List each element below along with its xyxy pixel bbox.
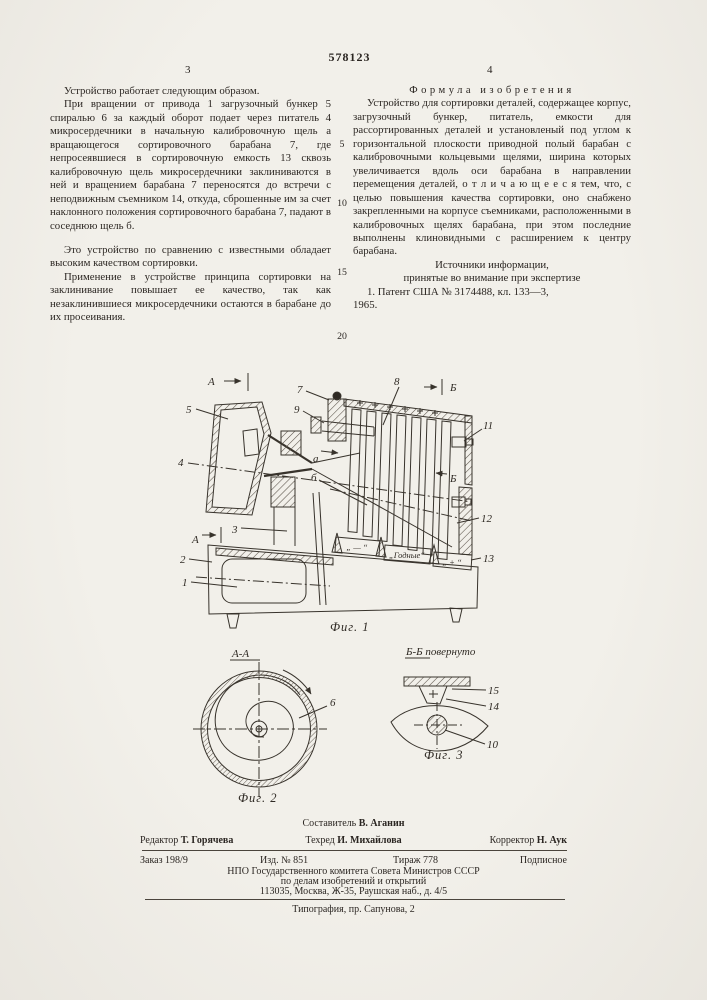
left-col-paragraph-2: При вращении от привода 1 загрузочный бункер 5 спиралью 6 за каждый оборот подает через питатель 4 микросердечники в начальную калибровочную щель а вращающегося сортировочного барабана 7, где непросеявшиеся в сортировочную емкость 13 сквозь калибровочную щель микросердечники заклиниваются в ней и вращением барабана 7 переносятся до встречи с неподвижным съемником 14, откуда, сброшенные им за счет наклонного положения сортировочного барабана 7, падают в соседнюю щель б. <box>50 98 331 232</box>
imprint-typography-line: Типография, пр. Сапунова, 2 <box>292 904 415 915</box>
imprint-compiler-line <box>140 818 567 829</box>
fig1-arrow-slit-a <box>321 451 338 453</box>
techred-name: И. Михайлова <box>337 835 402 846</box>
claims-heading: Формула изобретения <box>409 85 575 96</box>
fig3-section-b-b-drawing <box>391 646 500 762</box>
fig1-label-12: 12 <box>481 513 492 525</box>
fig1-label-slit-b: б <box>311 472 317 484</box>
fig3-label-14: 14 <box>488 701 499 713</box>
fig1-section-a-top-label: А <box>208 376 215 388</box>
patent-number: 578123 <box>328 50 371 64</box>
fig1-caption: Фиг. 1 <box>330 620 370 634</box>
fig1-bin-godnye-label: „Годные“ <box>388 550 426 560</box>
fig1-label-slit-a: а <box>313 453 319 465</box>
page-number-right: 4 <box>487 64 493 76</box>
right-text-column <box>353 84 631 313</box>
fig2-heading: А-А <box>232 648 250 660</box>
fig1-bin-minus-label: „ — “ <box>346 542 368 552</box>
corrector-name: Н. Аук <box>536 835 567 846</box>
fig1-section-mark-a-top <box>207 373 248 391</box>
imprint-order: Заказ 198/9 <box>140 855 188 866</box>
imprint-org-line1: НПО Государственного комитета Совета Министров СССР <box>227 866 480 877</box>
fig1-drive-motor <box>222 559 306 603</box>
fig1-leader-slit-b <box>319 480 367 505</box>
fig2-section-a-a-drawing <box>193 648 336 805</box>
left-text-column <box>50 85 331 325</box>
fig1-label-1: 1 <box>182 577 188 589</box>
source-item-line2: 1965. <box>353 299 378 312</box>
editor-name: Т. Горячева <box>180 835 234 846</box>
sources-subheading: принятые во внимание при экспертизе <box>403 272 581 285</box>
fig1-lower-axis-line <box>330 489 472 521</box>
margin-line-number-20: 20 <box>337 331 347 342</box>
fig3-mount-bar <box>404 677 470 686</box>
editor-role: Редактор <box>140 835 179 846</box>
fig1-hopper <box>206 402 271 515</box>
fig1-assembly-drawing <box>178 373 495 634</box>
fig1-axis-line <box>188 463 472 502</box>
imprint-org-line2: по делам изобретений и открытий <box>280 876 427 887</box>
left-col-paragraph-1: Устройство работает следующим образом. <box>64 85 260 97</box>
fig1-section-mark-b-mid <box>436 473 457 485</box>
fig3-label-15: 15 <box>488 685 499 697</box>
corrector-role: Корректор <box>489 835 535 846</box>
fig1-section-b-top-label: Б <box>450 382 457 394</box>
source-item-line1: 1. Патент США № 3174488, кл. 133—3, <box>367 285 549 298</box>
fig1-leader-13 <box>471 558 481 560</box>
fig2-label-6: 6 <box>330 697 336 709</box>
margin-line-number-5: 5 <box>339 139 345 150</box>
fig1-leader-3 <box>241 528 287 531</box>
fig3-leader-10 <box>445 730 485 744</box>
fig1-housing-right-wall <box>465 416 472 485</box>
fig3-label-10: 10 <box>487 739 498 751</box>
fig1-housing-top-wall <box>344 399 472 423</box>
fig1-support-block-lower <box>271 477 295 507</box>
fig1-leader-1 <box>191 582 237 587</box>
left-col-paragraph-4: Применение в устройстве принципа сортировки на заклинивание повышает ее качество, так как незаклинившиеся микросердечники остаются в барабане до их просеивания. <box>50 270 331 324</box>
imprint-subscription: Подписное <box>519 855 567 866</box>
page-number-left: 3 <box>185 64 191 76</box>
fig1-support-column <box>274 507 295 546</box>
fig1-label-9: 9 <box>294 404 300 416</box>
fig1-shaft-block <box>328 399 346 441</box>
imprint-izd: Изд. № 851 <box>260 855 309 866</box>
fig3-leader-14 <box>446 699 486 706</box>
fig1-drum-cone <box>312 469 452 547</box>
fig3-leader-15 <box>452 689 486 690</box>
fig3-wedge-center-mark <box>429 690 438 698</box>
fig1-label-4: 4 <box>178 457 184 469</box>
techred-role: Техред <box>305 835 335 846</box>
fig1-chute-lip <box>312 453 360 463</box>
compiler-name: В. Аганин <box>358 818 405 829</box>
fig1-label-8: 8 <box>394 376 400 388</box>
fig1-support-block-upper <box>281 431 301 455</box>
fig1-hopper-blade <box>243 429 259 456</box>
patent-drawings <box>0 365 707 820</box>
fig1-drum-ring-plates <box>348 409 451 560</box>
fig1-bin-plus-label: „ + “ <box>442 557 462 567</box>
fig1-leader-5 <box>196 409 228 419</box>
fig3-heading: Б-Б повернуто <box>406 646 476 658</box>
fig2-caption: Фиг. 2 <box>238 791 278 805</box>
imprint-org-line3: 113035, Москва, Ж-35, Раушская наб., д. 4/5 <box>259 886 448 897</box>
fig1-frame-rod <box>313 492 326 605</box>
sources-heading: Источники информации, <box>435 258 549 271</box>
fig1-label-13: 13 <box>483 553 494 565</box>
fig1-label-5: 5 <box>186 404 192 416</box>
imprint-tirazh: Тираж 778 <box>393 855 439 866</box>
fig1-leader-7 <box>306 391 329 400</box>
left-col-paragraph-3: Это устройство по сравнению с известными обладает высоким качеством сортировки. <box>50 243 331 270</box>
fig1-section-mark-b-top <box>424 379 457 395</box>
fig1-section-a-bottom-label: А <box>192 534 199 546</box>
fig1-label-2: 2 <box>180 554 186 566</box>
fig3-caption: Фиг. 3 <box>424 748 464 762</box>
margin-line-number-15: 15 <box>337 267 347 278</box>
fig1-label-3: 3 <box>232 524 238 536</box>
fig1-bearing <box>311 417 321 433</box>
imprint-rule-top <box>142 850 567 851</box>
fig1-label-11: 11 <box>483 420 494 432</box>
fig1-label-7: 7 <box>297 384 303 396</box>
claims-paragraph: Устройство для сортировки деталей, содержащее корпус, загрузочный бункер, питатель, емкости для рассортированных деталей и установленый под углом к горизонтальной плоскости приводной полый барабан с калибровочными кольцевыми щелями, ширина которых увеличивается вдоль оси барабана в направлении перемещения деталей, о т л и ч а ю щ е е с я тем, что, с целью повышения качества сортировки, оно снабжено закрепленными на корпусе съемниками, расположенными в калибровочных щелях барабана, при этом последние выполнены клиновидными с расширением к центру барабана. <box>353 97 631 258</box>
compiler-role: Составитель <box>302 818 357 829</box>
fig1-section-mark-a-bottom <box>191 527 221 546</box>
imprint-corrector <box>140 835 567 846</box>
imprint-rule-bottom <box>145 899 565 900</box>
margin-line-number-10: 10 <box>337 198 347 209</box>
fig1-section-b-mid-label: Б <box>450 473 457 485</box>
